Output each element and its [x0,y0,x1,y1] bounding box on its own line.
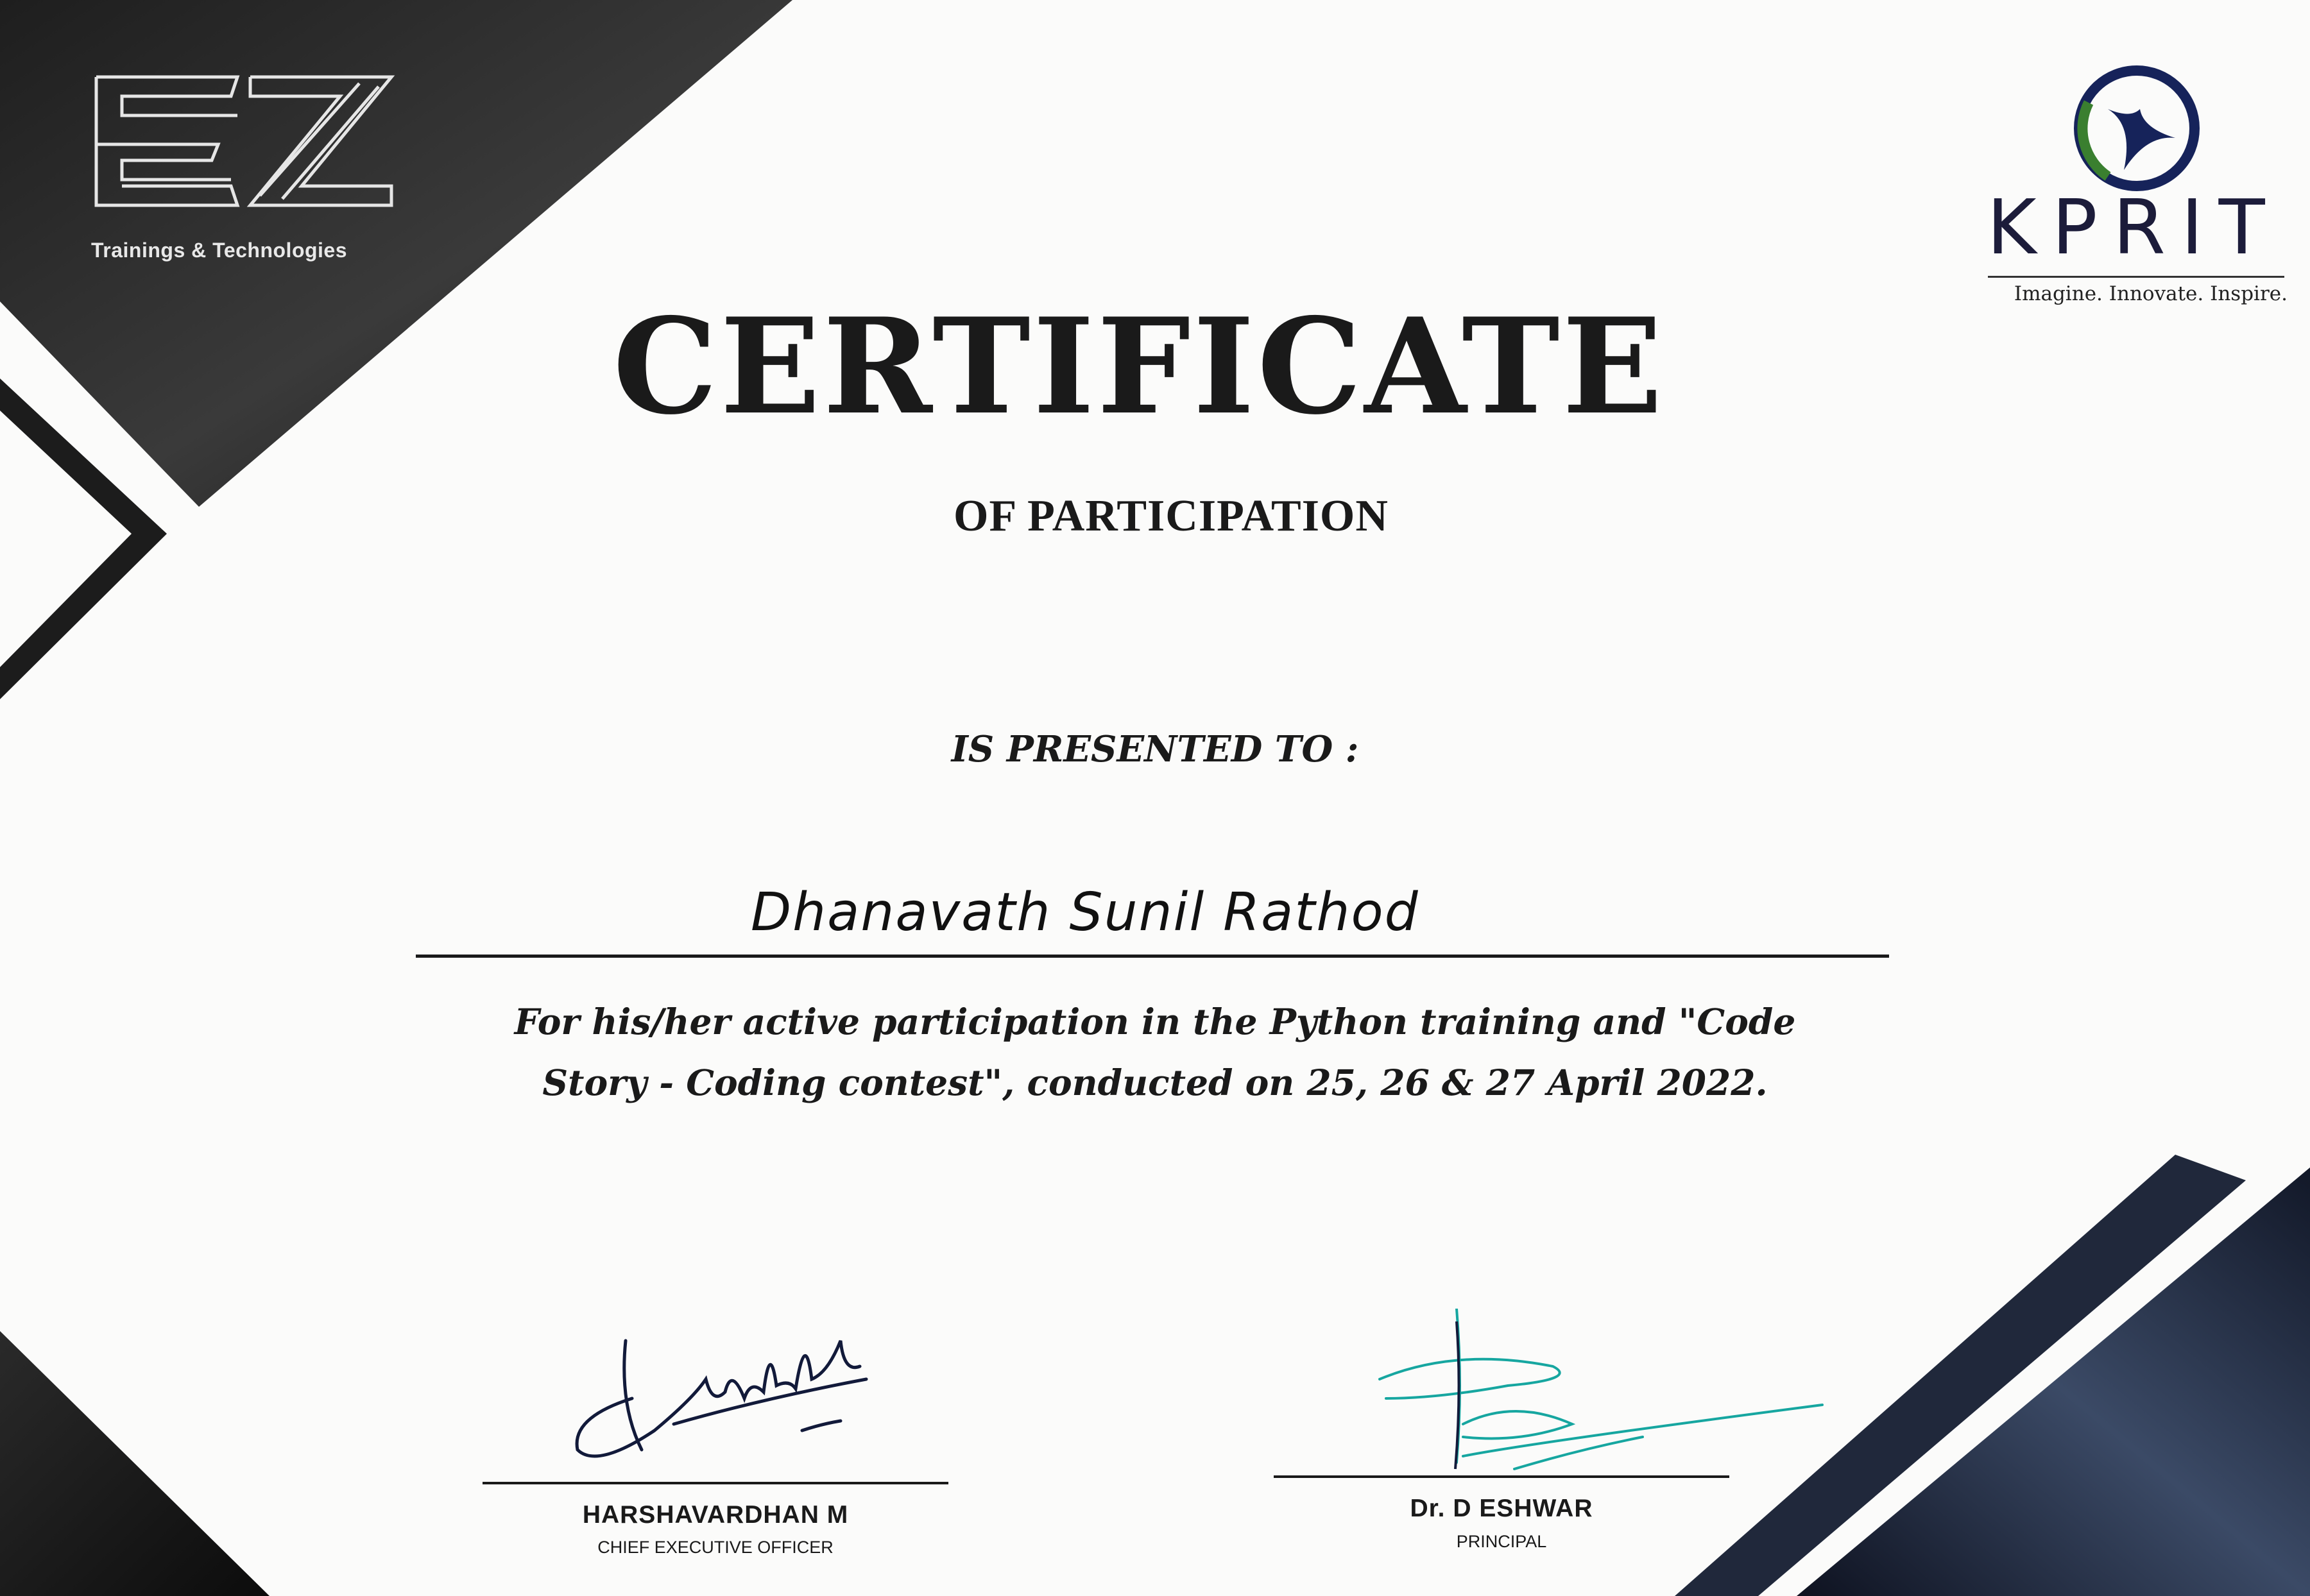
certificate-title: CERTIFICATE [613,290,1665,444]
recipient-name: Dhanavath Sunil Rathod [751,882,1419,943]
kprit-tagline: Imagine. Innovate. Inspire. [2014,282,2288,305]
bottom-right-panel [1797,1167,2310,1596]
principal-signature-line [1274,1475,1729,1478]
ceo-role: CHIEF EXECUTIVE OFFICER [597,1538,834,1557]
principal-role: PRINCIPAL [1456,1532,1547,1551]
ceo-name: HARSHAVARDHAN M [582,1501,849,1529]
description-line-1: For his/her active participation in the Python training and "Code [514,1001,1796,1042]
presented-to-label: IS PRESENTED TO : [951,728,1359,770]
certificate-subtitle: OF PARTICIPATION [954,491,1389,541]
kprit-name: KPRIT [1987,183,2280,271]
ez-tagline: Trainings & Technologies [91,239,348,262]
ceo-signature [558,1302,892,1469]
ez-logo-icon [90,71,398,218]
ceo-signature-line [483,1482,948,1484]
principal-name: Dr. D ESHWAR [1410,1495,1593,1522]
description-line-2: Story - Coding contest", conducted on 25, 26 & 27 April 2022. [542,1062,1768,1103]
bottom-left-panel [0,1331,270,1596]
certificate-description [449,991,1861,1113]
kprit-emblem-icon [2063,64,2211,192]
recipient-name-line [416,955,1889,958]
principal-signature [1360,1309,1848,1501]
kprit-divider [1988,276,2284,278]
